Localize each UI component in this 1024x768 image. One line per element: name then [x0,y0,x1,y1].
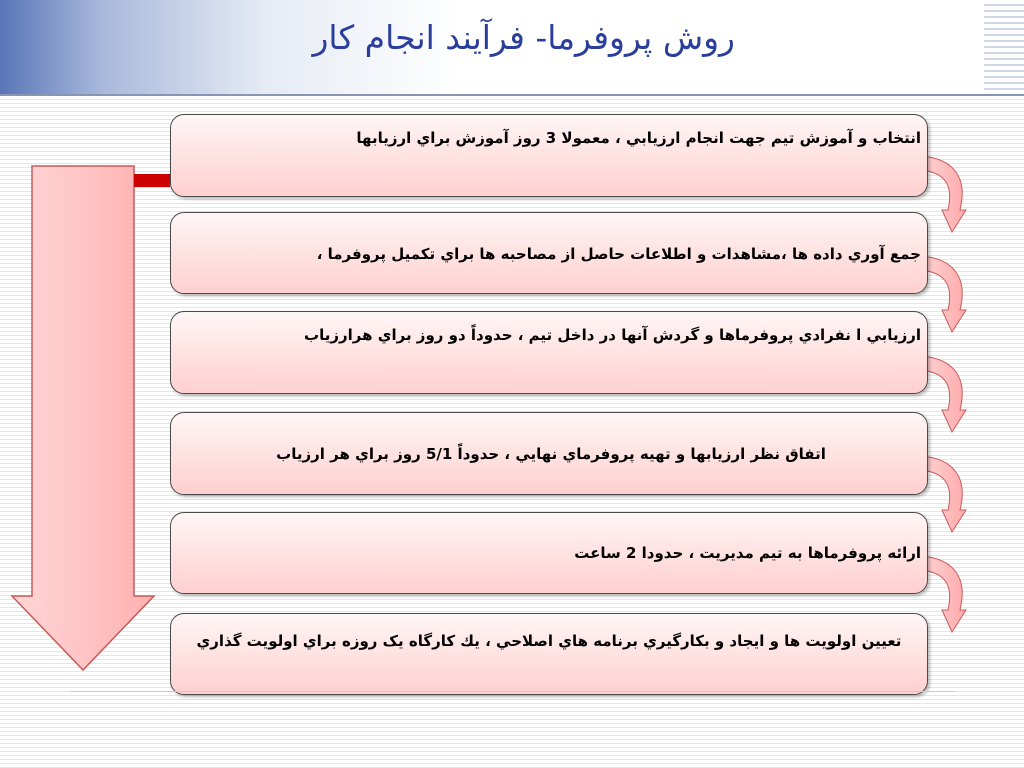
header-divider [0,94,1024,96]
step-box [170,212,928,294]
step-box [170,114,928,197]
step-text: تعيين اولويت ها و ايجاد و بکارگيري برنامه هاي اصلاحي ، يك کارگاه يک روزه براي اولويت گذاري [196,632,902,650]
curved-arrows [920,150,980,650]
step-box [170,613,928,695]
footer-divider [70,691,955,692]
step-text: جمع آوري داده ها ،مشاهدات و اطلاعات حاصل از مصاحبه ها براي تکميل پروفرما ، [316,245,921,263]
step-text: ارزيابي ا نفرادي پروفرماها و گردش آنها در داخل تيم ، حدوداً دو روز براي هرارزياب [304,326,921,344]
step-text: ارائه پروفرماها به تيم مديريت ، حدودا 2 ساعت [574,544,921,562]
page-title: روش پروفرما- فرآيند انجام کار [312,18,735,57]
down-arrow-icon [10,164,156,674]
step-text: انتخاب و آموزش تيم جهت انجام ارزيابي ، معمولا 3 روز آموزش براي ارزيابها [356,129,921,147]
header-stripes [984,0,1024,96]
connector-bar [134,174,170,187]
step-box [170,311,928,394]
step-box [170,412,928,495]
step-box [170,512,928,594]
step-text: اتفاق نظر ارزيابها و تهيه پروفرماي نهايي ، حدوداً 5/1 روز براي هر ارزياب [276,445,826,463]
